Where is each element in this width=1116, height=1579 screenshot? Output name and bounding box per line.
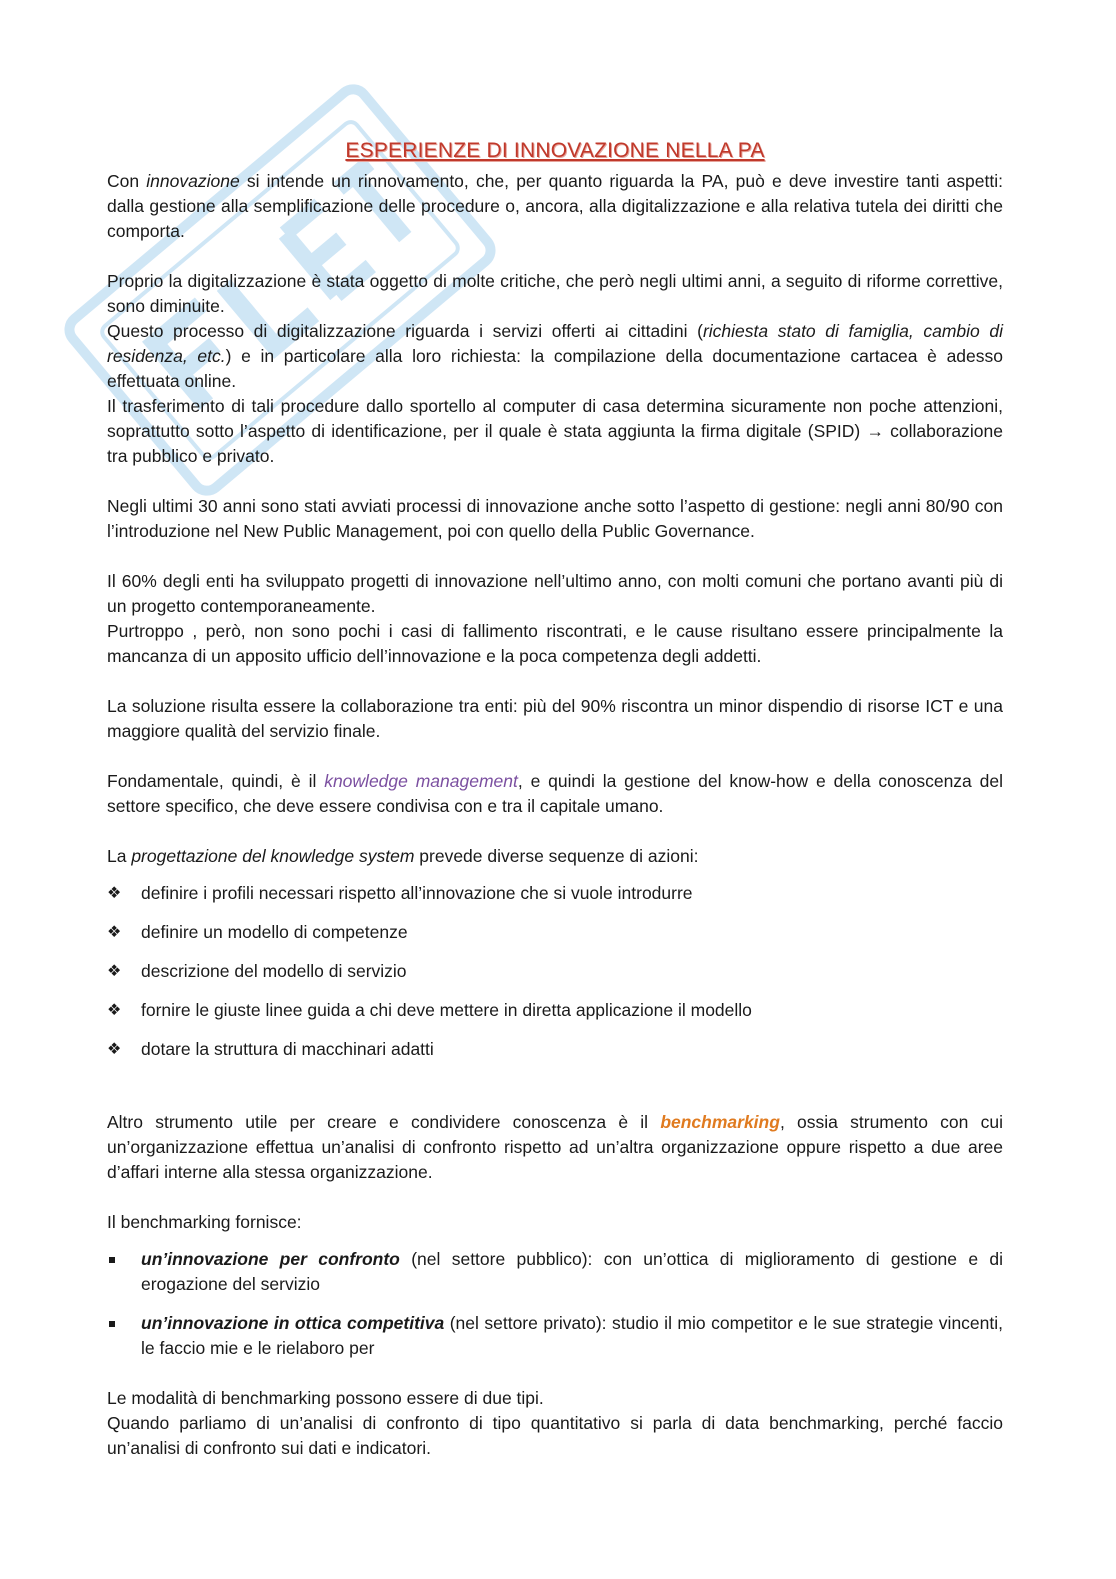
diamond-bullet-icon: ❖ <box>107 1002 122 1019</box>
paragraph-progettazione: La progettazione del knowledge system prevede diverse sequenze di azioni: <box>107 846 699 866</box>
document-page <box>107 138 1003 1461</box>
provides-list <box>107 1247 1003 1361</box>
paragraph-gestione: Negli ultimi 30 anni sono stati avviati processi di innovazione anche sotto l’aspetto di gestione: negli anni 80/90 con l’introduzione nel New Public Management, poi con quello della Public Governance. <box>107 496 1003 541</box>
paragraph-modalita: Le modalità di benchmarking possono essere di due tipi. <box>107 1388 544 1408</box>
list-item: ❖ descrizione del modello di servizio <box>107 959 1003 984</box>
list-item: ❖ definire un modello di competenze <box>107 920 1003 945</box>
paragraph-fallimento: Purtroppo , però, non sono pochi i casi di fallimento riscontrati, e le cause risultano essere principalmente la mancanza di un apposito ufficio dell’innovazione e la poca competenza degli addetti. <box>107 621 1003 666</box>
diamond-bullet-icon: ❖ <box>107 885 122 902</box>
page-title: ESPERIENZE DI INNOVAZIONE NELLA PA <box>345 139 765 162</box>
square-bullet-icon <box>109 1257 115 1263</box>
list-item: un’innovazione in ottica competitiva (nel settore privato): studio il mio competitor e le sue strategie vincenti, le faccio mie e le rielaboro per <box>107 1311 1003 1361</box>
paragraph-data-benchmarking: Quando parliamo di un’analisi di confronto di tipo quantitativo si parla di data benchmarking, perché faccio un’analisi di confronto sui dati e indicatori. <box>107 1413 1003 1458</box>
list-item: ❖ definire i profili necessari rispetto all’innovazione che si vuole introdurre <box>107 881 1003 906</box>
benchmarking-term: benchmarking <box>660 1112 780 1132</box>
paragraph-benchmarking: Altro strumento utile per creare e condividere conoscenza è il benchmarking, ossia strumento con cui un’organizzazione effettua un’analisi di confronto rispetto ad un’altra organizzazione oppure rispetto a due aree d’affari interne alla stessa organizzazione. <box>107 1112 1003 1182</box>
list-item: ❖ fornire le giuste linee guida a chi deve mettere in diretta applicazione il modello <box>107 998 1003 1023</box>
paragraph-servizi: Questo processo di digitalizzazione riguarda i servizi offerti ai cittadini (richiesta stato di famiglia, cambio di residenza, etc.) e in particolare alla loro richiesta: la compilazione della documentazione cartacea è adesso effettuata online. <box>107 321 1004 391</box>
paragraph-soluzione: La soluzione risulta essere la collaborazione tra enti: più del 90% riscontra un minor dispendio di risorse ICT e una maggiore qualità del servizio finale. <box>107 696 1003 741</box>
knowledge-management-term: knowledge management <box>324 771 518 791</box>
actions-list <box>107 881 1003 1062</box>
diamond-bullet-icon: ❖ <box>107 963 122 980</box>
square-bullet-icon <box>109 1321 115 1327</box>
paragraph-digitalizzazione: Proprio la digitalizzazione è stata oggetto di molte critiche, che però negli ultimi anni, a seguito di riforme correttive, sono diminuite. <box>107 271 1003 316</box>
paragraph-enti: Il 60% degli enti ha sviluppato progetti di innovazione nell’ultimo anno, con molti comuni che portano avanti più di un progetto contemporaneamente. <box>107 571 1003 616</box>
diamond-bullet-icon: ❖ <box>107 1041 122 1058</box>
diamond-bullet-icon: ❖ <box>107 924 122 941</box>
paragraph-trasferimento: Il trasferimento di tali procedure dallo sportello al computer di casa determina sicuramente non poche attenzioni, soprattutto sotto l’aspetto di identificazione, per il quale è stata aggiunta la firma digitale (SPID) → collaborazione tra pubblico e privato. <box>107 396 1003 466</box>
paragraph-innovazione: Con innovazione si intende un rinnovamento, che, per quanto riguarda la PA, può e deve investire tanti aspetti: dalla gestione alla semplificazione delle procedure o, ancora, alla digitalizzazione e alla relativa tutela dei diritti che comporta. <box>107 171 1003 241</box>
paragraph-benchmarking-fornisce: Il benchmarking fornisce: <box>107 1212 302 1232</box>
list-item: un’innovazione per confronto (nel settore pubblico): con un’ottica di miglioramento di gestione e di erogazione del servizio <box>107 1247 1003 1297</box>
list-item: ❖ dotare la struttura di macchinari adatti <box>107 1037 1003 1062</box>
paragraph-knowledge-management: Fondamentale, quindi, è il knowledge management, e quindi la gestione del know-how e della conoscenza del settore specifico, che deve essere condivisa con e tra il capitale umano. <box>107 771 1003 816</box>
